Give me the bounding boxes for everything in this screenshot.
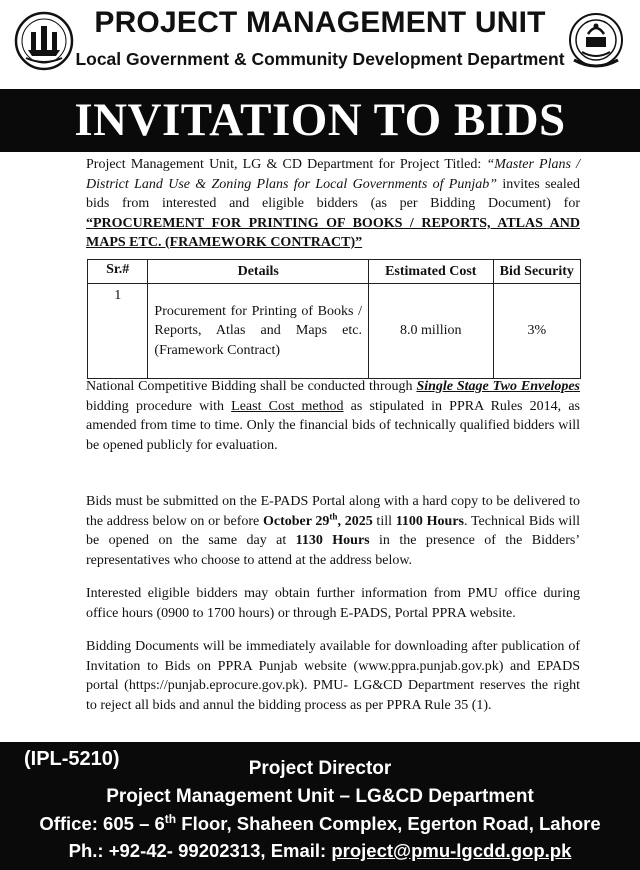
deadline-year: , 2025 [337, 513, 373, 529]
header-subtitle: Local Government & Community Development Department [75, 49, 565, 69]
para1-text-a: National Competitive Bidding shall be conducted through [86, 379, 417, 394]
office-floor-suffix: th [164, 811, 177, 826]
ppra-website-link[interactable]: www.ppra.punjab.gov.pk [358, 658, 499, 674]
paragraph-submission [86, 492, 580, 570]
para2-text-b: till [372, 513, 396, 529]
deadline-day: October 29 [262, 513, 330, 529]
office-address-a: Office: 605 – 6 [39, 813, 165, 834]
deadline-suffix: th [329, 510, 338, 521]
cell-sr: 1 [88, 284, 148, 379]
para2-text-d: in the presence of the Bidders’ representatives who choose to attend at the address below. [86, 533, 580, 568]
banner-title: INVITATION TO BIDS [0, 89, 640, 152]
punjab-emblem-icon [566, 10, 626, 72]
table-header-row [88, 260, 581, 284]
cell-estimated-cost: 8.0 million [368, 284, 493, 379]
phone-text: Ph.: +92-42- 99202313, Email: [68, 840, 332, 861]
epads-portal-link[interactable]: https://punjab.eprocure.gov.pk [128, 678, 300, 693]
bid-table [87, 259, 581, 379]
footer [0, 742, 640, 870]
deadline-date [262, 510, 373, 529]
para4-text-c: ). PMU- LG&CD Department reserves the right to reject all bids and annul the bidding process as per PPRA Rule 35 (1). [86, 678, 580, 713]
office-address-b: Floor, Shaheen Complex, Egerton Road, Lahore [176, 813, 601, 834]
table-row [88, 284, 581, 379]
header [0, 0, 640, 88]
para4-text-b: ) and EPADS portal ( [86, 658, 580, 693]
bidding-method: Single Stage Two Envelopes [416, 379, 581, 394]
opening-time: 1130 Hours [295, 533, 370, 548]
submission-time: 1100 Hours [395, 513, 464, 529]
intro-text-1: Project Management Unit, LG & CD Department for Project Titled: [86, 157, 487, 172]
header-bid-security: Bid Security [493, 260, 580, 284]
header-estimated-cost: Estimated Cost [368, 260, 493, 284]
details-text: Procurement for Printing of Books / Reports, Atlas and Maps etc. (Framework Contract) [154, 303, 362, 358]
para2-text-a: Bids must be submitted on the E-PADS Portal along with a hard copy to be delivered to the address below on or before [86, 494, 580, 529]
email-link[interactable]: project@pmu-lgcdd.gop.pk [331, 840, 572, 861]
para4-text-a: Bidding Documents will be immediately available for downloading after publication of Invitation to Bids on PPRA Punjab website ( [86, 639, 580, 674]
cell-bid-security: 3% [493, 284, 580, 379]
header-title: PROJECT MANAGEMENT UNIT [94, 6, 546, 39]
footer-contact [0, 840, 640, 862]
para2-text-c: . Technical Bids will be opened on the same day at [86, 513, 581, 548]
cell-details [148, 284, 369, 379]
footer-office-address [0, 813, 640, 835]
paragraph-bidding-procedure [86, 377, 580, 455]
paragraph-documents [86, 637, 580, 715]
para1-text-b: bidding procedure with [86, 398, 232, 414]
footer-unit: Project Management Unit – LG&CD Department [106, 786, 534, 807]
least-cost-method: Least Cost method [231, 398, 344, 414]
intro-text-2: invites sealed bids from interested and eligible bidders (as per Bidding Document) for [86, 176, 580, 211]
project-title: “Master Plans / District Land Use & Zoning Plans for Local Governments of Punjab” [86, 157, 580, 192]
ipl-reference: (IPL-5210) [24, 748, 120, 770]
intro-paragraph [86, 155, 580, 253]
header-details: Details [148, 260, 369, 284]
header-sr: Sr.# [88, 260, 148, 284]
para1-text-c: as stipulated in PPRA Rules 2014, as amended from time to time. Only the financial bids of technically qualified bidders will be opened publicly for evaluation. [86, 398, 580, 453]
footer-designation: Project Director [248, 758, 392, 779]
procurement-title: “PROCUREMENT FOR PRINTING OF BOOKS / REPORTS, ATLAS AND MAPS ETC. (FRAMEWORK CONTRACT)” [86, 215, 580, 250]
paragraph-information: Interested eligible bidders may obtain further information from PMU office during office hours (0900 to 1700 hours) or through E-PADS, Portal PPRA website. [86, 586, 580, 621]
